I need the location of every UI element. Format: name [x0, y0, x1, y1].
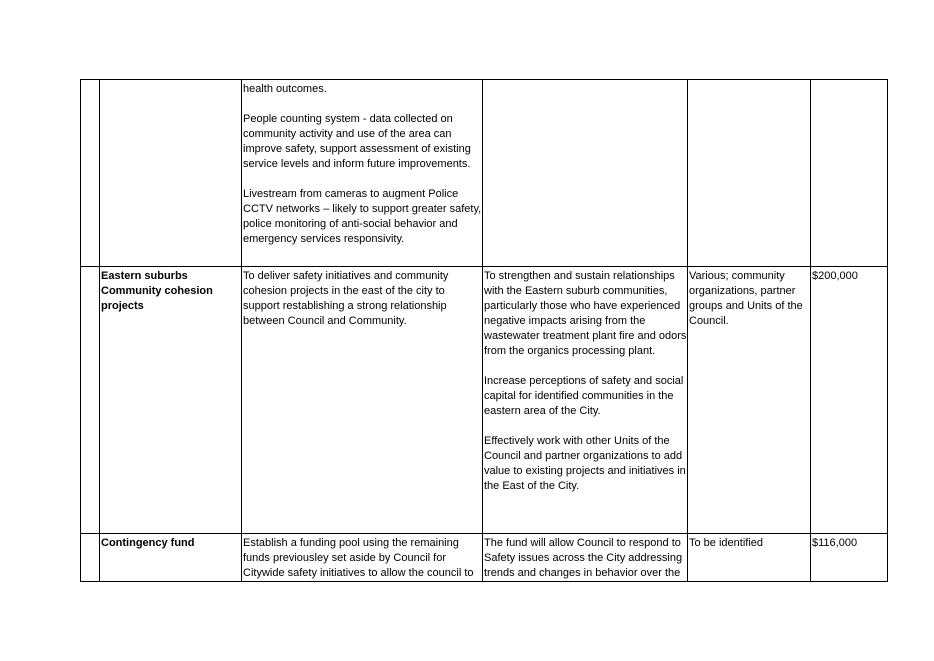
partners-cell: To be identified [688, 534, 811, 582]
outcomes-cell [483, 534, 688, 582]
table-row [81, 267, 888, 534]
budget-cell: $200,000 [811, 267, 888, 534]
outcome-paragraph: Effectively work with other Units of the Council and partner organizations to add value to existing projects and initiatives in the East of the City. [484, 435, 686, 492]
initiative-cell: Contingency fund [100, 534, 242, 582]
purpose-cell [242, 534, 483, 582]
outcomes-cell [483, 267, 688, 534]
outcomes-cell [483, 80, 688, 267]
purpose-paragraph: health outcomes. [243, 83, 327, 95]
purpose-paragraph: People counting system - data collected on community activity and use of the area can improve safety, support assessment of existing service levels and inform future improvements. [243, 113, 471, 170]
purpose-cell [242, 80, 483, 267]
initiative-cell: Eastern suburbs Community cohesion projects [100, 267, 242, 534]
initiatives-table [80, 79, 888, 582]
outcome-paragraph: The fund will allow Council to respond to Safety issues across the City addressing trends and changes in behavior over the [484, 537, 683, 579]
purpose-paragraph: Establish a funding pool using the remaining funds previousley set aside by Council for Citywide safety initiatives to allow the council to [243, 537, 474, 579]
index-cell [81, 534, 100, 582]
budget-cell: $116,000 [811, 534, 888, 582]
index-cell [81, 267, 100, 534]
purpose-paragraph: Livestream from cameras to augment Police CCTV networks – likely to support greater safety, police monitoring of anti-social behavior and emergency services responsivity. [243, 188, 482, 245]
purpose-paragraph: To deliver safety initiatives and community cohesion projects in the east of the city to support restablishing a strong relationship between Council and Community. [243, 270, 449, 327]
outcome-paragraph: Increase perceptions of safety and social capital for identified communities in the eastern area of the City. [484, 375, 684, 417]
initiative-cell [100, 80, 242, 267]
table-row [81, 80, 888, 267]
partners-cell [688, 80, 811, 267]
index-cell [81, 80, 100, 267]
partners-cell: Various; community organizations, partner groups and Units of the Council. [688, 267, 811, 534]
outcome-paragraph: To strengthen and sustain relationships with the Eastern suburb communities, particularly those who have experienced negative impacts arising from the wastewater treatment plant fire and odors from the organics processing plant. [484, 270, 687, 357]
budget-cell [811, 80, 888, 267]
purpose-cell [242, 267, 483, 534]
table-row [81, 534, 888, 582]
